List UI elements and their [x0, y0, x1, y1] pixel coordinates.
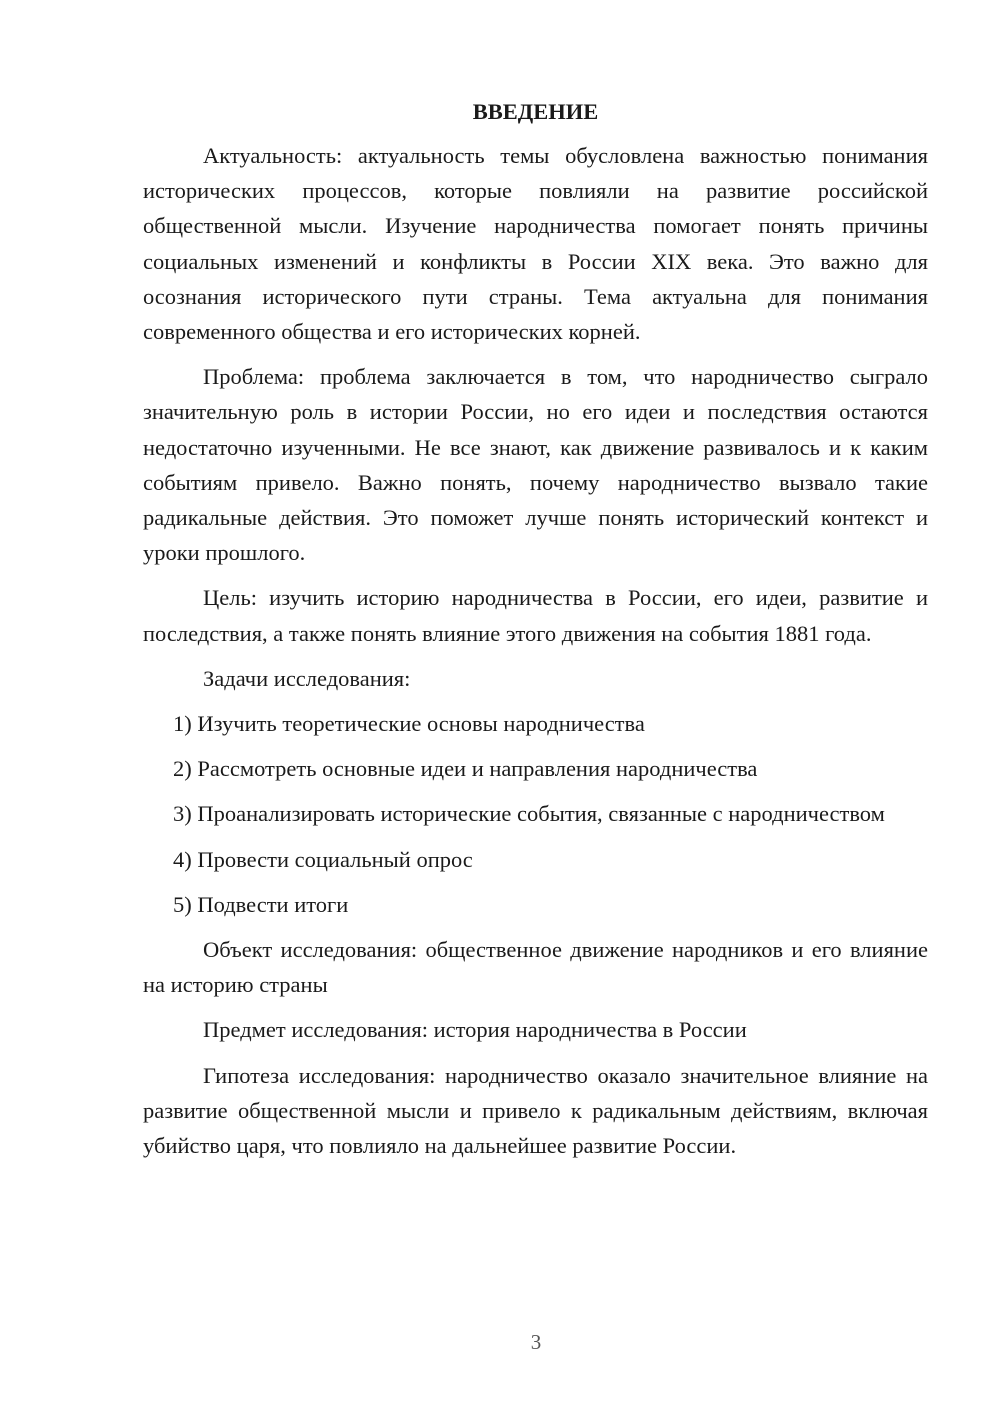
- page-number: 3: [530, 1330, 542, 1354]
- task-item: 3) Проанализировать исторические события, связанные с народничеством: [173, 801, 885, 827]
- relevance-paragraph: Актуальность: актуальность темы обусловлена важностью понимания исторических процессов, которые повлияли на развитие российской общественной мысли. Изучение народничества помогает понять причины социальных изменений и конфликты в России XIX века. Это важно для осознания исторического пути страны. Тема актуальна для понимания современного общества и его исторических корней.: [143, 143, 928, 345]
- task-item: 1) Изучить теоретические основы народничества: [173, 711, 645, 737]
- page-content: [143, 96, 928, 1173]
- problem-paragraph: Проблема: проблема заключается в том, что народничество сыграло значительную роль в истории России, но его идеи и последствия остаются недостаточно изученными. Не все знают, как движение развивалось и к каким событиям привело. Важно понять, почему народничество вызвало такие радикальные действия. Это поможет лучше понять исторический контекст и уроки прошлого.: [143, 364, 928, 566]
- task-item: 2) Рассмотреть основные идеи и направления народничества: [173, 756, 758, 782]
- task-item: 5) Подвести итоги: [173, 891, 349, 917]
- section-heading: ВВЕДЕНИЕ: [472, 99, 599, 124]
- tasks-title: Задачи исследования:: [203, 665, 411, 691]
- subject-paragraph: Предмет исследования: история народничества в России: [203, 1017, 747, 1043]
- task-item: 4) Провести социальный опрос: [173, 846, 473, 872]
- object-paragraph: Объект исследования: общественное движение народников и его влияние на историю страны: [143, 937, 928, 998]
- hypothesis-paragraph: Гипотеза исследования: народничество оказало значительное влияние на развитие общественной мысли и привело к радикальным действиям, включая убийство царя, что повлияло на дальнейшее развитие России.: [143, 1062, 928, 1159]
- goal-paragraph: Цель: изучить историю народничества в России, его идеи, развитие и последствия, а также понять влияние этого движения на события 1881 года.: [143, 585, 928, 646]
